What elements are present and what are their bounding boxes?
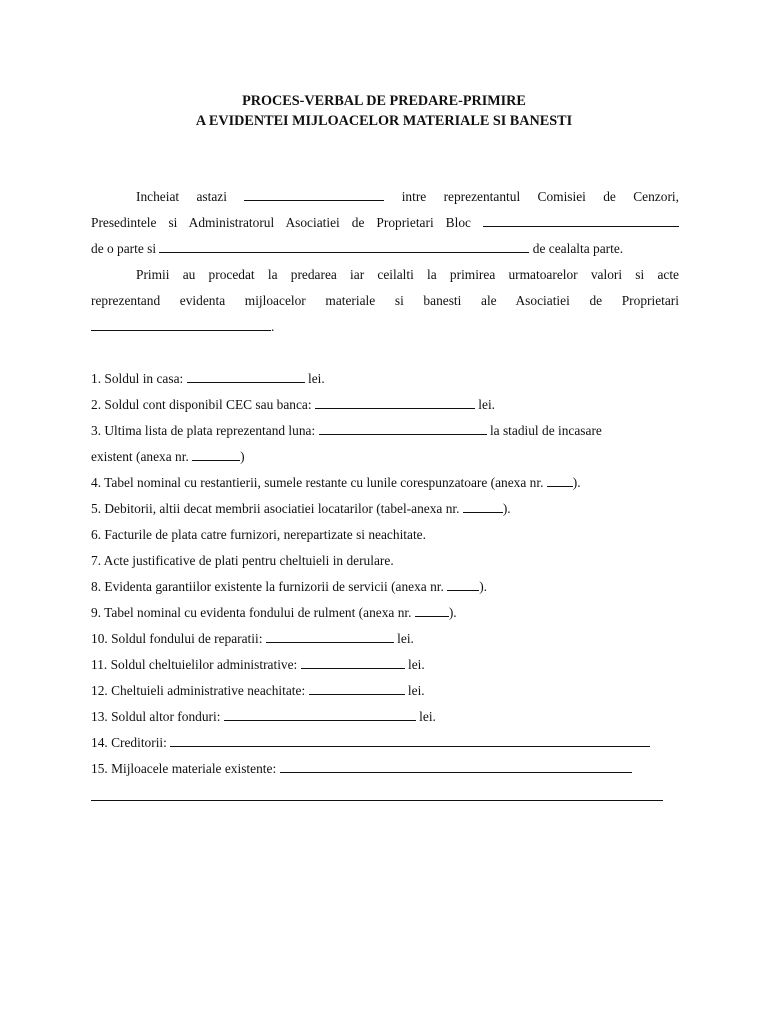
- item-label: 15. Mijloacele materiale existente:: [91, 761, 277, 776]
- date-blank[interactable]: [244, 187, 384, 201]
- item-label: 10. Soldul fondului de reparatii:: [91, 631, 263, 646]
- annex-blank[interactable]: [192, 447, 240, 461]
- list-item: [91, 652, 691, 678]
- bloc-blank[interactable]: [483, 213, 679, 227]
- item-unit: lei.: [478, 397, 496, 412]
- item-label: 13. Soldul altor fonduri:: [91, 709, 221, 724]
- item-text: ).: [572, 475, 581, 490]
- intro-evidence-text: reprezentand evidenta mijloacelor materiale si banesti ale Asociatiei de Proprietari: [91, 293, 679, 308]
- annex-blank[interactable]: [463, 499, 503, 513]
- item-label: existent (anexa nr.: [91, 449, 189, 464]
- intro-other-party-text: de cealalta parte.: [532, 241, 624, 256]
- item-unit: lei.: [307, 371, 325, 386]
- creditors-blank[interactable]: [170, 733, 650, 747]
- item-label: 11. Soldul cheltuielilor administrative:: [91, 657, 298, 672]
- item-label: 12. Cheltuieli administrative neachitate:: [91, 683, 306, 698]
- other-party-blank[interactable]: [159, 239, 529, 253]
- item-label: 4. Tabel nominal cu restantierii, sumele restante cu lunile corespunzatoare (anexa nr.: [91, 475, 544, 490]
- item-label: 2. Soldul cont disponibil CEC sau banca:: [91, 397, 312, 412]
- annex-blank[interactable]: [547, 473, 573, 487]
- other-funds-blank[interactable]: [224, 707, 416, 721]
- list-item: [91, 600, 691, 626]
- list-item: [91, 392, 691, 418]
- list-item: [91, 418, 691, 444]
- association-blank[interactable]: [91, 317, 271, 331]
- item-text: la stadiul de incasare: [489, 423, 602, 438]
- intro-procedure-text: Primii au procedat la predarea iar ceilalti la primirea urmatoarelor valori si acte: [136, 267, 679, 282]
- document-title-line-1: PROCES-VERBAL DE PREDARE-PRIMIRE: [242, 93, 526, 109]
- intro-date-label: Incheiat astazi: [136, 189, 227, 204]
- list-item: [91, 574, 691, 600]
- intro-one-party-text: de o parte si: [91, 241, 157, 256]
- bank-balance-blank[interactable]: [315, 395, 475, 409]
- admin-balance-blank[interactable]: [301, 655, 405, 669]
- continuation-line[interactable]: [91, 800, 663, 801]
- list-item: [91, 444, 691, 470]
- annex-blank[interactable]: [415, 603, 449, 617]
- month-blank[interactable]: [319, 421, 487, 435]
- admin-unpaid-blank[interactable]: [309, 681, 405, 695]
- intro-president-text: Presedintele si Administratorul Asociatiei de Proprietari Bloc: [91, 215, 471, 230]
- cash-balance-blank[interactable]: [187, 369, 305, 383]
- list-item: [91, 704, 691, 730]
- item-label: 1. Soldul in casa:: [91, 371, 184, 386]
- item-text: ).: [502, 501, 511, 516]
- item-label: 8. Evidenta garantiilor existente la furnizorii de servicii (anexa nr.: [91, 579, 444, 594]
- item-text: ): [240, 449, 245, 464]
- list-item: [91, 470, 691, 496]
- material-assets-blank[interactable]: [280, 759, 632, 773]
- inventory-list: [91, 366, 691, 782]
- list-item: 7. Acte justificative de plati pentru cheltuieli in derulare.: [91, 553, 394, 568]
- item-label: 14. Creditorii:: [91, 735, 167, 750]
- list-item: 6. Facturile de plata catre furnizori, nerepartizate si neachitate.: [91, 527, 426, 542]
- list-item: [91, 366, 691, 392]
- item-unit: lei.: [407, 683, 425, 698]
- intro-period: .: [271, 319, 275, 334]
- repair-fund-blank[interactable]: [266, 629, 394, 643]
- list-item: [91, 730, 691, 756]
- item-label: 9. Tabel nominal cu evidenta fondului de rulment (anexa nr.: [91, 605, 412, 620]
- item-text: ).: [479, 579, 488, 594]
- list-item: [91, 678, 691, 704]
- item-unit: lei.: [408, 657, 425, 672]
- document-title-line-2: A EVIDENTEI MIJLOACELOR MATERIALE SI BANESTI: [195, 113, 573, 129]
- item-unit: lei.: [419, 709, 436, 724]
- item-label: 5. Debitorii, altii decat membrii asociatiei locatarilor (tabel-anexa nr.: [91, 501, 460, 516]
- item-label: 3. Ultima lista de plata reprezentand luna:: [91, 423, 316, 438]
- intro-censors-text: intre reprezentantul Comisiei de Cenzori,: [401, 189, 679, 204]
- item-text: ).: [448, 605, 457, 620]
- list-item: [91, 756, 691, 782]
- annex-blank[interactable]: [447, 577, 479, 591]
- item-unit: lei.: [397, 631, 414, 646]
- intro-text: [91, 184, 679, 340]
- list-item: [91, 496, 691, 522]
- list-item: [91, 626, 691, 652]
